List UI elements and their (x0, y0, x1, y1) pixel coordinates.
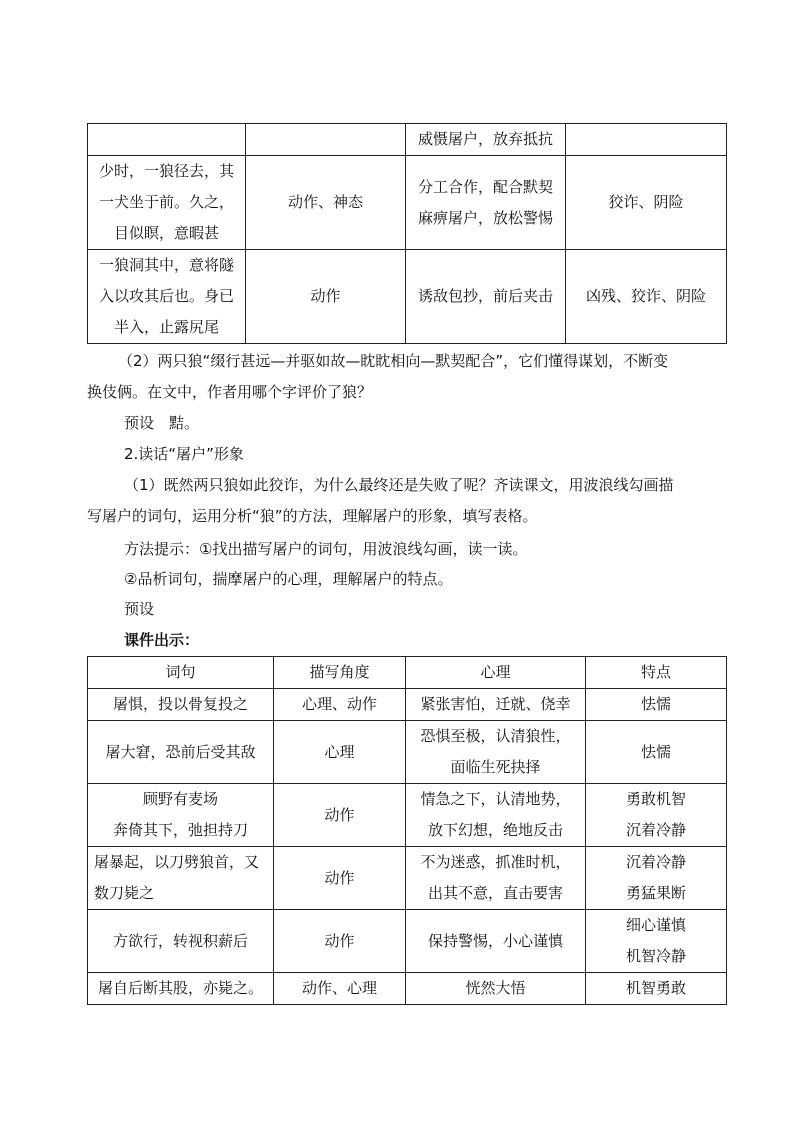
table-cell (566, 124, 727, 156)
table-cell: 顾野有麦场 奔倚其下，弛担持刀 (88, 784, 274, 847)
table-cell: 动作 (274, 847, 406, 910)
table-cell: 紧张害怕，迁就、侥幸 (406, 689, 586, 721)
table-cell: 恍然大悟 (406, 973, 586, 1005)
table-cell: 威慑屠户，放弃抵抗 (406, 124, 566, 156)
table-row (88, 784, 727, 847)
question-2-line-1: （2）两只狼“缀行甚远—并驱如故—眈眈相向—默契配合”，它们懂得谋划，不断变 (118, 352, 669, 370)
table-cell: 保持警惕，小心谨慎 (406, 910, 586, 973)
table-row (88, 689, 727, 721)
question-1-line-1: （1）既然两只狼如此狡诈，为什么最终还是失败了呢？齐读课文，用波浪线勾画描 (124, 476, 674, 494)
table-cell: 沉着冷静 勇猛果断 (586, 847, 727, 910)
question-1-line-2: 写屠户的词句，运用分析“狼”的方法，理解屠户的形象，填写表格。 (87, 507, 538, 525)
table-row (88, 847, 727, 910)
table-cell: 屠惧，投以骨复投之 (88, 689, 274, 721)
table-cell (246, 124, 406, 156)
table-cell: 屠大窘，恐前后受其敌 (88, 721, 274, 784)
table-cell: 屠自后断其股，亦毙之。 (88, 973, 274, 1005)
table-cell: 动作 (274, 910, 406, 973)
table-row (88, 973, 727, 1005)
table-cell: 恐惧至极，认清狼性， 面临生死抉择 (406, 721, 586, 784)
table-row (88, 156, 727, 250)
table-cell: 分工合作，配合默契 麻痹屠户，放松警惕 (406, 156, 566, 250)
table-row (88, 250, 727, 344)
table-cell (88, 124, 246, 156)
table-cell: 方欲行，转视积薪后 (88, 910, 274, 973)
table-cell: 诱敌包抄，前后夹击 (406, 250, 566, 344)
table-row (88, 124, 727, 156)
table-cell: 机智勇敢 (586, 973, 727, 1005)
preset-answer: 预设 黠。 (124, 414, 200, 432)
butcher-analysis-table (87, 656, 727, 1005)
table-cell: 细心谨慎 机智冷静 (586, 910, 727, 973)
section-heading: 2.读话“屠户”形象 (124, 445, 244, 463)
table-row (88, 721, 727, 784)
column-header: 特点 (586, 657, 727, 689)
method-tip-1: 方法提示：①找出描写屠户的词句，用波浪线勾画，读一读。 (124, 540, 528, 558)
table-cell: 一狼洞其中，意将隧 入以攻其后也。身已 半入，止露尻尾 (88, 250, 246, 344)
table-cell: 凶残、狡诈、阴险 (566, 250, 727, 344)
preset-label: 预设 (124, 600, 155, 618)
column-header: 描写角度 (274, 657, 406, 689)
column-header: 心理 (406, 657, 586, 689)
wolf-analysis-table (87, 123, 727, 344)
table-header-row (88, 657, 727, 689)
table-cell: 不为迷惑，抓准时机， 出其不意，直击要害 (406, 847, 586, 910)
table-cell: 动作、神态 (246, 156, 406, 250)
table-cell: 心理 (274, 721, 406, 784)
table-row (88, 910, 727, 973)
table-cell: 动作、心理 (274, 973, 406, 1005)
courseware-label: 课件出示： (124, 631, 200, 649)
table-cell: 情急之下，认清地势， 放下幻想，绝地反击 (406, 784, 586, 847)
question-2-line-2: 换伎俩。在文中，作者用哪个字评价了狼？ (87, 383, 373, 401)
column-header: 词句 (88, 657, 274, 689)
table-cell: 狡诈、阴险 (566, 156, 727, 250)
table-cell: 少时，一狼径去，其 一犬坐于前。久之， 目似瞑，意暇甚 (88, 156, 246, 250)
table-cell: 心理、动作 (274, 689, 406, 721)
table-cell: 勇敢机智 沉着冷静 (586, 784, 727, 847)
table-cell: 动作 (274, 784, 406, 847)
table-cell: 怯懦 (586, 689, 727, 721)
table-cell: 怯懦 (586, 721, 727, 784)
table-cell: 屠暴起，以刀劈狼首，又 数刀毙之 (88, 847, 274, 910)
table-cell: 动作 (246, 250, 406, 344)
method-tip-2: ②品析词句，揣摩屠户的心理，理解屠户的特点。 (124, 570, 453, 588)
